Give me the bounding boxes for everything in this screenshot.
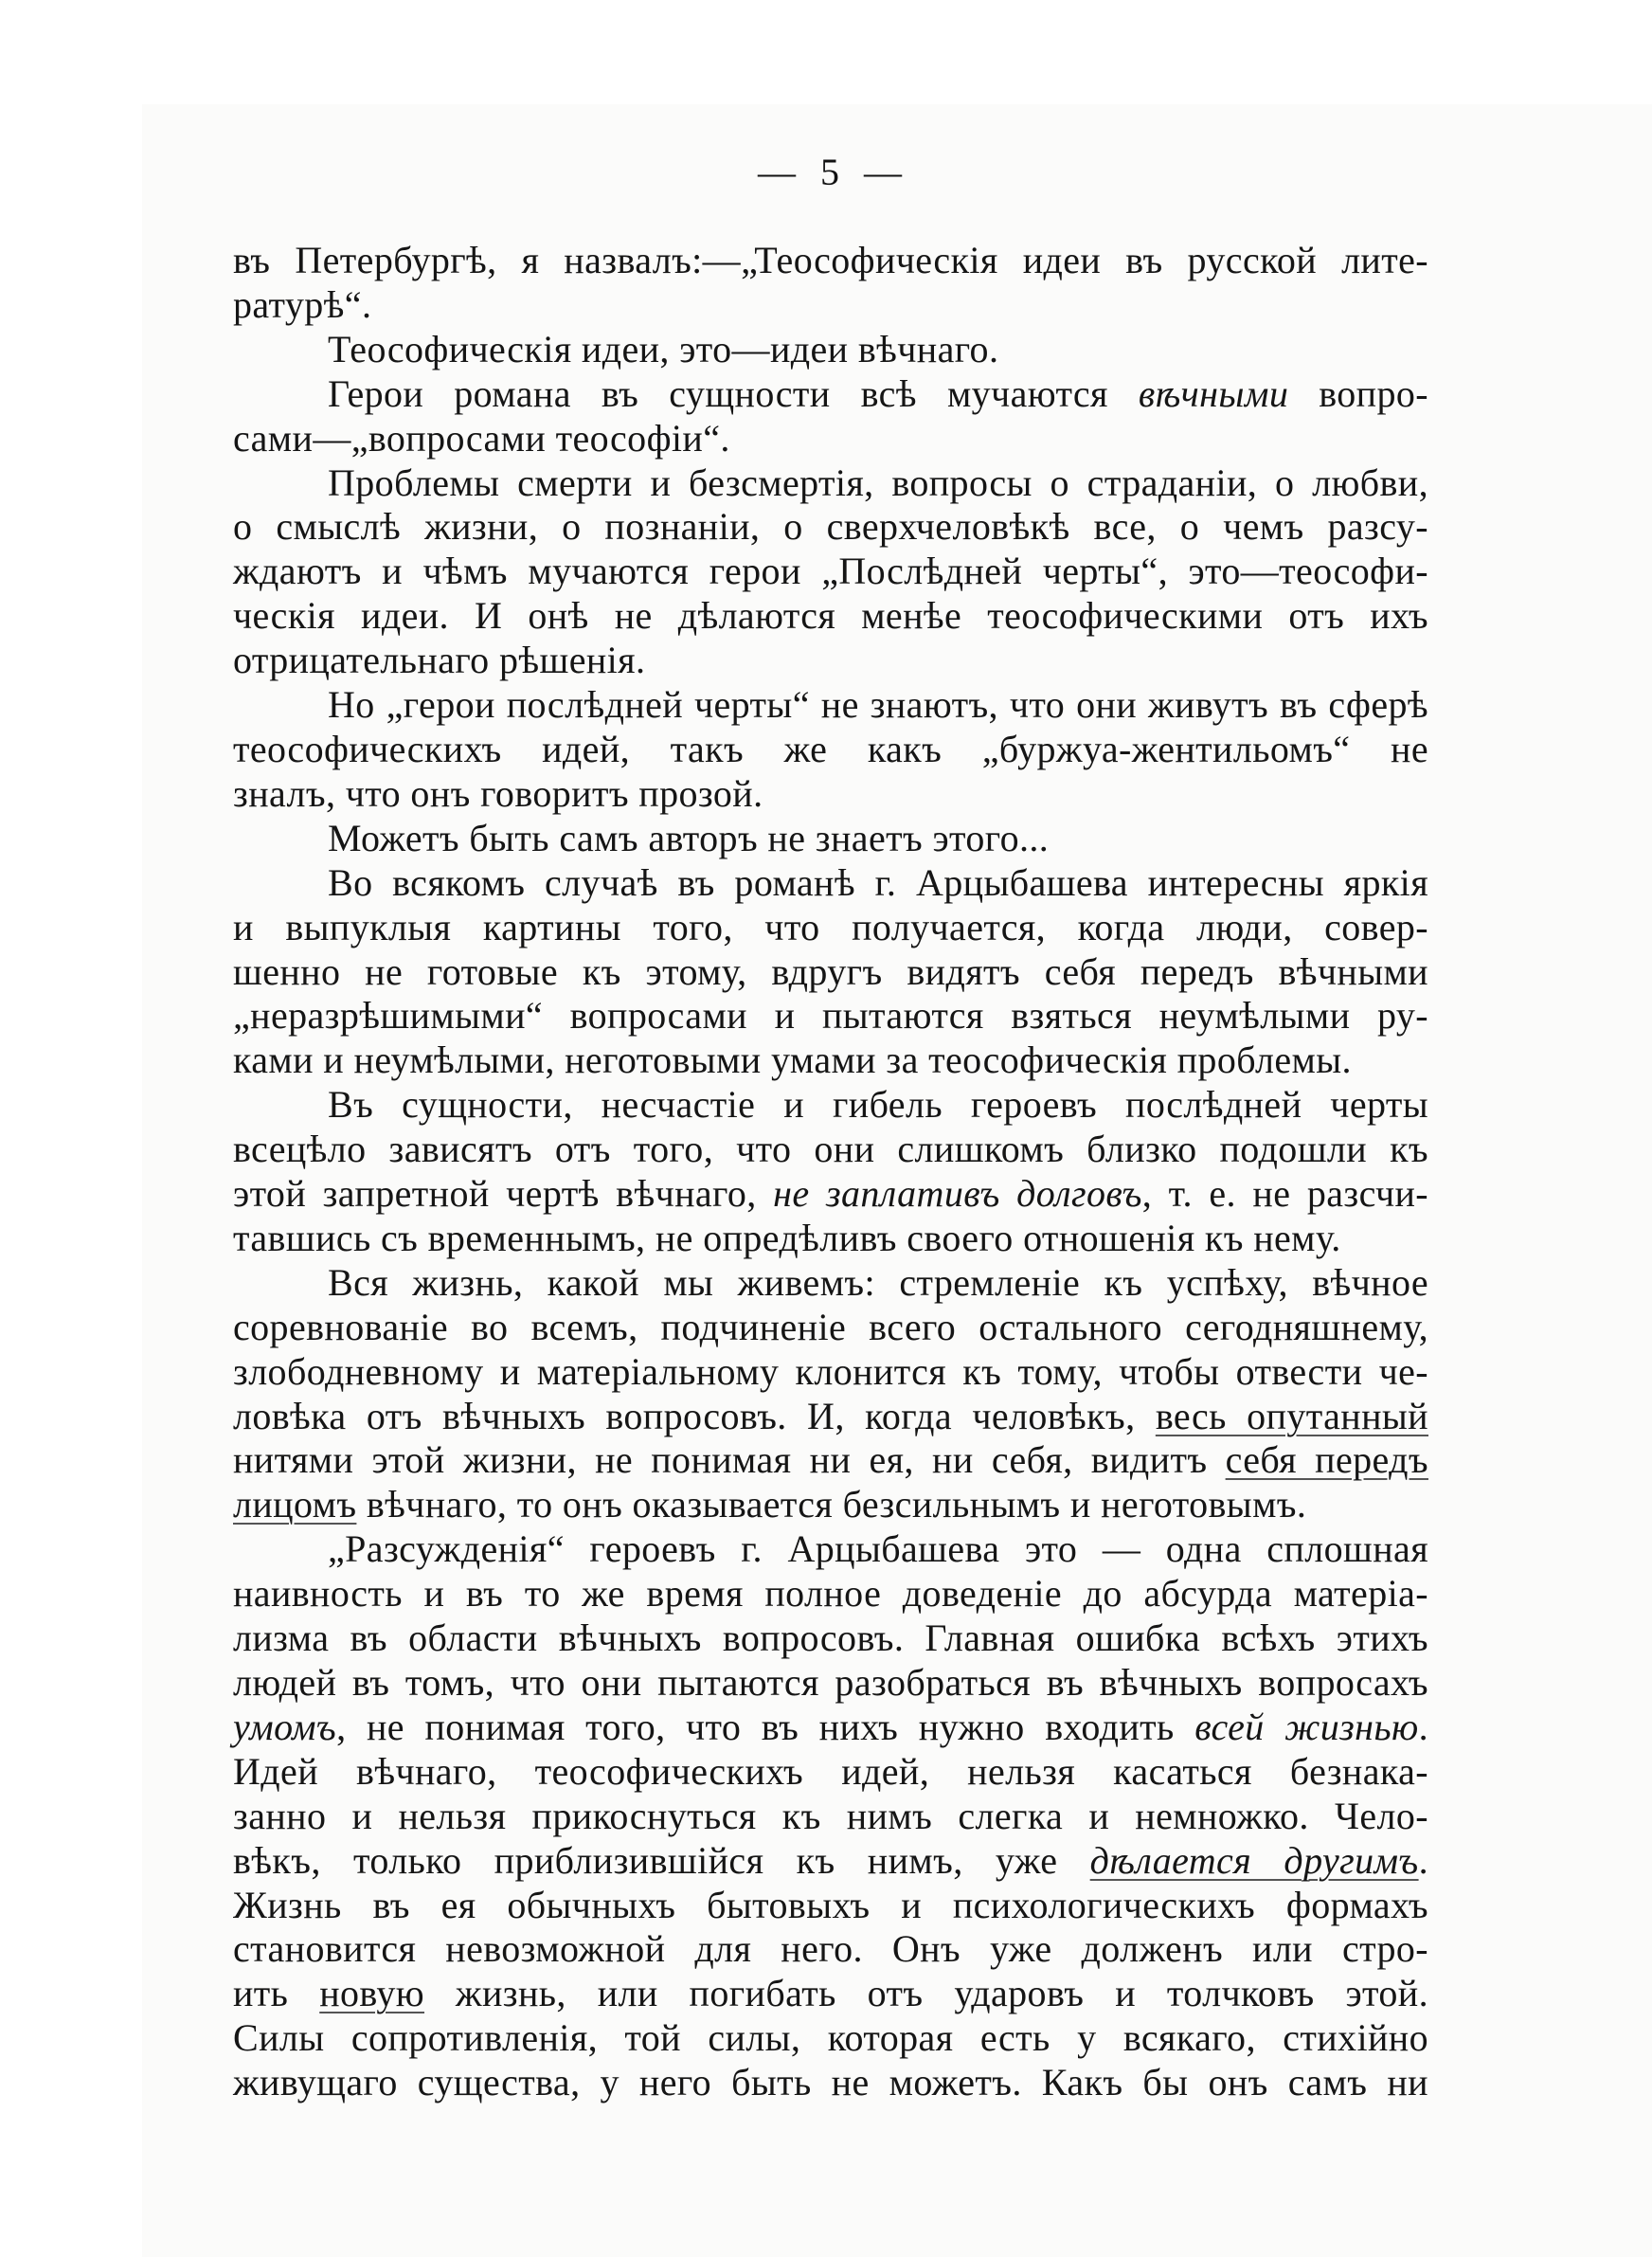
text-line [233,1884,1428,1928]
text-line [233,950,1428,995]
text-line [233,1261,1428,1306]
text-line [233,328,1428,372]
text-run: , т. е. не разсчи- [1141,1172,1428,1216]
text-run: вопро- [1288,371,1429,415]
text-line [233,683,1428,728]
text-run: занно и нельзя прикоснуться къ нимъ слегка и немножко. Чело- [233,1794,1428,1837]
text-line [233,372,1428,417]
text-line [233,239,1428,283]
pencil-underline: себя передъ [1225,1438,1428,1482]
text-run: сами—„вопросами теософіи“. [233,416,730,460]
text-line [233,1172,1428,1217]
text-line [233,2016,1428,2061]
text-run: въ Петербургѣ, я назвалъ:—„Теософическія идеи въ русской лите- [233,239,1428,281]
pencil-underline: новую [319,1972,425,2015]
text-run: Но „герои послѣдней черты“ не знаютъ, что они живутъ въ сферѣ [328,683,1428,727]
text-run: живущаго существа, у него быть не можетъ. Какъ бы онъ самъ ни [233,2061,1428,2104]
text-run: и выпуклыя картины того, что получается, когда люди, совер- [233,905,1428,948]
text-line [233,728,1428,772]
page-number: — 5 — [758,151,909,193]
text-run: Вся жизнь, какой мы живемъ: стремленіе къ успѣху, вѣчное [328,1260,1428,1304]
text-line [233,1661,1428,1706]
text-line [233,1750,1428,1795]
text-run: вѣкъ, только приблизившійся къ нимъ, уже [233,1838,1090,1882]
text-line [233,1083,1428,1128]
text-run: злободневному и матеріальному клонится къ тому, чтобы отвести че- [233,1349,1428,1393]
text-line [233,417,1428,461]
text-run: „Разсужденія“ героевъ г. Арцыбашева это — одна сплошная [328,1527,1428,1571]
text-line [233,1706,1428,1750]
text-run: лизма въ области вѣчныхъ вопросовъ. Главная ошибка всѣхъ этихъ [233,1616,1428,1660]
emphasis: всей жизнью [1194,1705,1419,1748]
text-run: вѣчнаго, то онъ оказывается безсильнымъ и неготовымъ. [356,1483,1307,1526]
text-line [233,906,1428,950]
text-run: Идей вѣчнаго, теософическихъ идей, нельзя касаться безнака- [233,1749,1428,1793]
text-run: людей въ томъ, что они пытаются разобраться въ вѣчныхъ вопросахъ [233,1661,1428,1704]
scan-margin [0,0,142,2257]
text-line [233,461,1428,506]
text-line [233,594,1428,639]
emphasis: не заплативъ долговъ [773,1172,1142,1216]
text-run: соревнованіе во всемъ, подчиненіе всего остального сегодняшнему, [233,1305,1428,1348]
text-run: теософическихъ идей, такъ же какъ „буржуа-жентильомъ“ не [233,727,1428,770]
text-line [233,1038,1428,1083]
text-run: ловѣка отъ вѣчныхъ вопросовъ. И, когда человѣкъ, [233,1394,1156,1437]
text-line [233,817,1428,861]
text-run: о смыслѣ жизни, о познаніи, о сверхчеловѣкѣ все, о чемъ разсу- [233,505,1428,549]
text-line [233,1527,1428,1572]
pencil-underline: лицомъ [233,1483,357,1526]
text-line [233,505,1428,550]
text-line [233,1483,1428,1527]
text-line [233,1616,1428,1661]
text-line [233,1572,1428,1616]
pencil-underline: весь опутанный [1155,1394,1428,1437]
text-line [233,1128,1428,1172]
text-run: тавшись съ временнымъ, не опредѣливъ своего отношенія къ нему. [233,1216,1341,1259]
text-line [233,550,1428,594]
emphasis: умомъ [233,1705,337,1748]
text-line [233,1927,1428,1972]
text-run: . [1418,1838,1428,1882]
text-run: Жизнь въ ея обычныхъ бытовыхъ и психологическихъ формахъ [233,1883,1428,1926]
text-run: Герои романа въ сущности всѣ мучаются [328,371,1139,415]
text-line [233,1217,1428,1261]
text-run: Теософическія идеи, это—идеи вѣчнаго. [328,327,999,370]
text-run: ратурѣ“. [233,282,372,326]
text-line [233,1350,1428,1395]
text-line [233,994,1428,1038]
text-run: всецѣло зависятъ отъ того, что они слишкомъ близко подошли къ [233,1128,1428,1171]
text-run: Силы сопротивленія, той силы, которая есть у всякаго, стихійно [233,2016,1428,2060]
text-run: ждаютъ и чѣмъ мучаются герои „Послѣдней черты“, это—теософи- [233,550,1428,593]
text-line [233,1972,1428,2016]
text-line [233,639,1428,683]
text-line [233,1306,1428,1350]
text-run: „неразрѣшимыми“ вопросами и пытаются взяться неумѣлыми ру- [233,994,1428,1038]
text-run: жизнь, или погибать отъ ударовъ и толчковъ этой. [424,1972,1428,2015]
text-run: Можетъ быть самъ авторъ не знаетъ этого... [328,816,1050,859]
emphasis: дѣлается другимъ [1089,1838,1419,1882]
text-run: этой запретной чертѣ вѣчнаго, [233,1172,774,1216]
text-run: ческія идеи. И онѣ не дѣлаются менѣе теософическими отъ ихъ [233,594,1428,638]
text-run: наивность и въ то же время полное доведеніе до абсурда матеріа- [233,1572,1428,1616]
text-line [233,1795,1428,1839]
text-run: шенно не готовые къ этому, вдругъ видятъ себя передъ вѣчными [233,949,1428,993]
text-run: нитями этой жизни, не понимая ни ея, ни себя, видитъ [233,1438,1226,1482]
text-run: ить [233,1972,320,2015]
text-line [233,2061,1428,2105]
text-line [233,1395,1428,1439]
text-run: Во всякомъ случаѣ въ романѣ г. Арцыбашева интересны яркія [328,860,1428,904]
text-run: , не понимая того, что въ нихъ нужно входить [336,1705,1195,1748]
text-line [233,772,1428,817]
body-text [233,239,1428,2105]
text-line [233,861,1428,906]
emphasis: вѣчными [1138,371,1289,415]
text-run: отрицательнаго рѣшенія. [233,639,646,682]
text-run: Проблемы смерти и безсмертія, вопросы о страданіи, о любви, [328,460,1428,504]
text-run: ками и неумѣлыми, неготовыми умами за теософическія проблемы. [233,1038,1352,1082]
text-run: . [1418,1705,1428,1748]
text-line [233,283,1428,328]
text-run: Въ сущности, несчастіе и гибель героевъ послѣдней черты [328,1083,1428,1127]
text-line [233,1438,1428,1483]
text-run: становится невозможной для него. Онъ уже долженъ или стро- [233,1927,1428,1971]
text-line [233,1839,1428,1884]
text-run: зналъ, что онъ говоритъ прозой. [233,771,763,815]
